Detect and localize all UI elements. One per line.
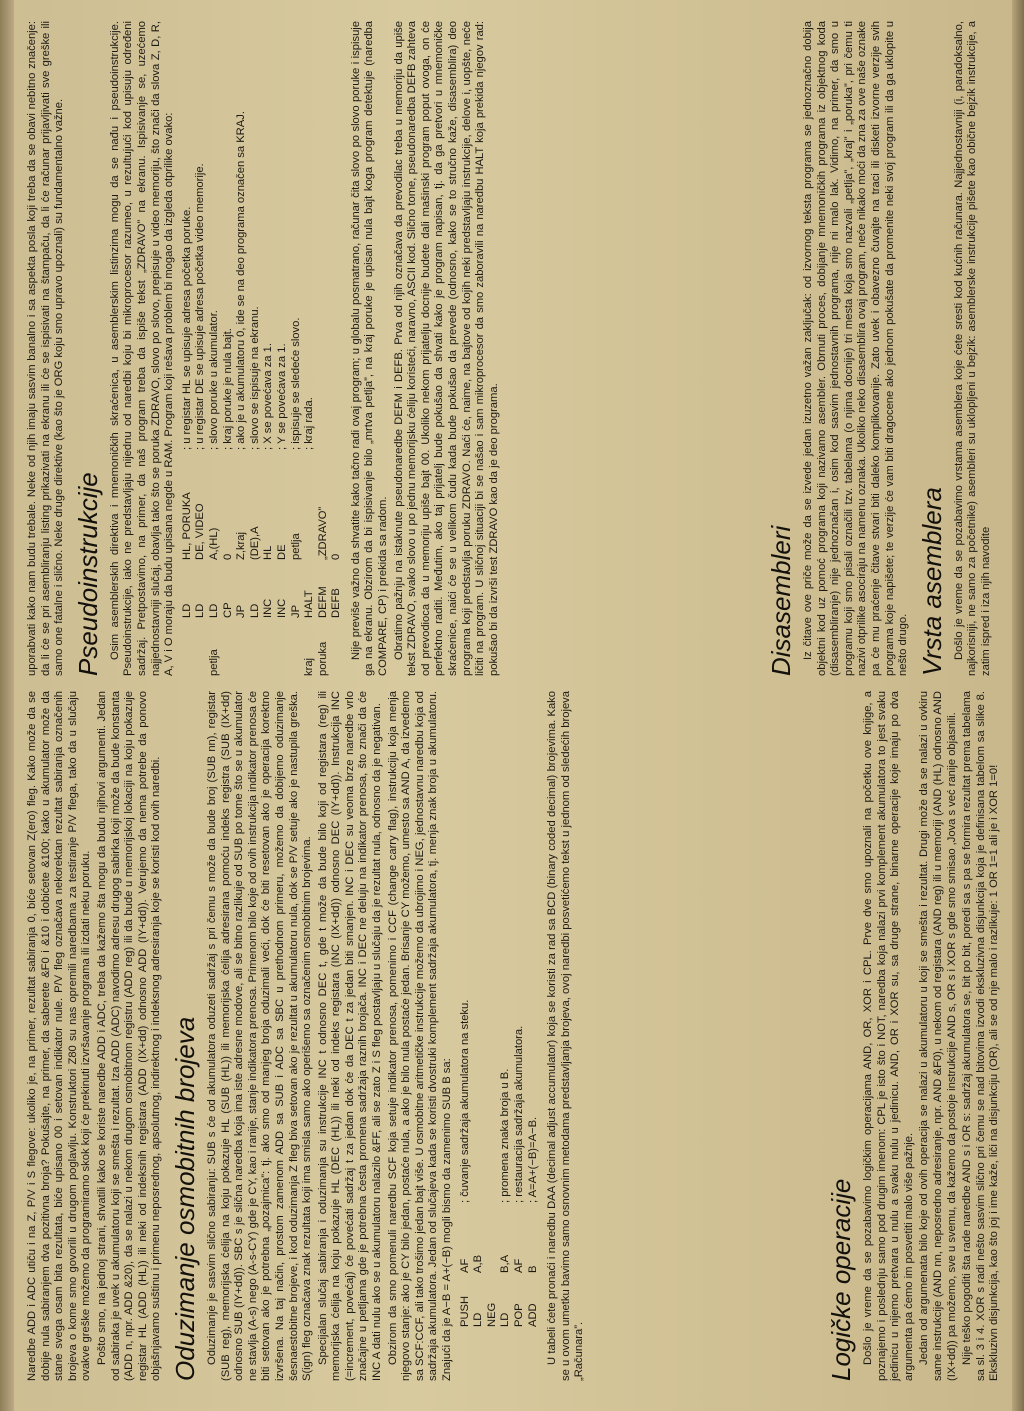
code-listing-neg — [459, 691, 541, 1381]
code-line: LD B,A ; promena znaka broja u B. — [499, 1068, 512, 1327]
column-arithmetic — [26, 691, 589, 1381]
code-line: ADD B ; A=A+(−B)=A−B. — [526, 1116, 539, 1327]
code-line: INC HL ; X se povećava za 1. — [262, 343, 275, 618]
sec5-paragraph-1: Došlo je vreme da se pozabavimo vrstama asemblera koje ćete sresti kod kućnih računara. Najjednostavniji (i, paradoksalno, najkorisniji, ne samo za početnike) asembleri su ukloplјeni u bejzik: asemblerske instrukcije pišete kao obične bejzik instrukcije, a zatim ispred i iza njih navodite — [952, 21, 992, 676]
code-listing-zdravo — [181, 21, 344, 676]
code-line: LD A,B — [472, 1254, 485, 1327]
column-pseudo — [26, 21, 503, 676]
code-line: LD DE, VIDEO ; u registar DE se upisuje adresa početka video memorije. — [194, 163, 207, 618]
section-title-pseudoinstrukcije: Pseudoinstrukcije — [72, 472, 103, 676]
sec3-paragraph-1: Osim asemblerskih direktiva i mnemoničkih skraćenica, u asemblerskim listinzima mogu da se nađu i pseudoinstrukcije. Pseudoinstrukcije, iako ne predstavljaju nijednu od naredbi koju bi mikroprocesor razumeo, u rezultujući kod upisuju određeni sadržaj. Pretpostavimo, na primer, da naš program treba da ispiše tekst „ZDRAVO” na ekranu. Ispisivanje se, uzećemo najjednostavniji slučaj, obavlja tako što se poruka ZDRAVO, slovo po slovo, prepisuje u video memoriju, što znači da slova Z, D, R, A, V i O moraju da budu upisana negde u RAM. Program koji rešava problem bi mogao da izgleda otprilike ovako: — [108, 21, 176, 676]
section-title-vrsta-asemblera: Vrsta asemblera — [916, 487, 947, 676]
code-line: POP AF ; restauracija sadržaja akumulatora. — [513, 1025, 525, 1327]
intro-paragraph-1: Naredbe ADD i ADC utiču i na Z, P/V i S flegove: ukoliko je, na primer, rezultat sabiranja 0, biće setovan Z(ero) fleg. Kako može da se dobije nula sabiranjem dva pozitivna broja? Pokušajte, na primer, da saberete &F0 i &10 i dobićete &100; kako u akumulator može da stane svega osam bita rezultata, biće upisano 00 i setovan indikator nule. P/V fleg označava nekorektan rezultat sabiranja označenih brojeva o kome smo govorili u drugom poglavlju. Konstruktori Z80 su nas opremili naredbama za testiranje P/V flega, tako da u slučaju ovakve greške možemo da programiramo skok koji će prekinuti izvršavanje programa ili izdati neku poruku. — [26, 691, 93, 1381]
section-title-disasembleri: Disasembleri — [766, 525, 796, 676]
code-line: poruka DEFM „ZDRAVO” — [316, 506, 329, 676]
sec1-paragraph-2: Specijalan slučaj sabiranja i oduzimanja su instrukcije INC t odnosno DEC t, gde t može da bude bilo koji od registara (reg) ili memorijska ćelija na koju pokazuje HL (DEC (HL)) ili neki od indeks registara (INC (IX+dd)) odnosno DEC (IY+dd)). Instrukcija INC (=increment, povećaj) će povećati sadržaj t za jedan dok će da DEC t za jedan biti smanjen. INC i DEC su veoma brze naredbe vrlo značajne u petljama gde je potrebna česta promena sadržaja raznih brojača. INC i DEC ne deluju na indikator prenosa, što znači da će INC A dati nulu ako se u akumulatoru nalazilo &FF, ali se zato Z i S fleg postavljaju u slučaju da je rezultat nula, odnosno da je negativan. — [316, 691, 384, 1381]
sec2-paragraph-2: Jedan od argumenata bilo koje od ovih operacija se nalazi u akumulatoru u koji se smešta i rezultat. Drugi može da se nalazi u ovkiru same instrukcije (AND nn, neposredno adresiranje, npr. AND &F0), u nekom od registara (AND reg) ili u memoriji (AND (HL) odnosno AND (IX+dd)) pa možemo, sve u svemu, da kažemo da postoje instrukcije AND s, OR s i XOR s gde smo smisao ,Jova s već ranije objasnili. — [918, 691, 958, 1381]
column-logic — [820, 691, 1004, 1381]
after-code-paragraph-1: Nije previše važno da shvatite kako tačno radi ovaj program; u globalu posmatrano, računar čita slovo po slovo poruke i ispisuje ga na ekranu. Obzirom da bi ispisivanje bilo „mrtva petlja”, na kraj poruke je upisan nula bajt koga program detektuje (naredba COMPARE, CP) i prekida sa radom. — [349, 21, 390, 676]
code-line: JP petlja ; ispisuje se sledeće slovo. — [289, 317, 302, 618]
code-line: PUSH AF ; čuvanje sadržaja akumulatora na steku. — [458, 999, 471, 1327]
code-line: LD (DE),A ; slovo se ispisuje na ekranu. — [248, 306, 261, 618]
column-disassemblers — [760, 21, 996, 676]
daa-paragraph: U tabeli ćete pronaći i naredbu DAA (decimal adjust accumulator) koja se koristi za rad sa BCD (binary coded decimal) brojevima. Kako se u ovom umetku bavimo samo osnovnim metodama predstavljanja brojeva, ovoj naredbi posvetićemo tekst u jednom od sledećih brojeva „Računara”. — [546, 691, 586, 1381]
code-line: petlja LD A,(HL) ; slovo poruke u akumulator. — [207, 310, 220, 676]
sec2-paragraph-1: Došlo je vreme da se pozabavimo logičkim operacijama AND, OR, XOR i CPL. Prve dve smo upoznali na početku ove knjige, a poznajemo i poslednju samo pod drugim imenom: CPL je isto što i NOT, naredba koja nalazi prvi komplement akumulatora to jest svaku jedinicu u nijemo pretvara u nulu a svaku nulu u jedinicu. AND, OR i XOR su, sa druge strane, binarne operacije koje imaju po dva argumenta pa ćemo im posvetiti malo više pažnje. — [862, 691, 915, 1381]
sec1-paragraph-1: Oduzimanje je sasvim slično sabiranju: SUB s će od akumulatora oduzeti sadržaj s pri čemu s može da bude broj (SUB nn), registar (SUB reg), memorijska ćelija na koju pokazuje HL (SUB (HL)) ili memorijska ćelija adresirana pomoću indeks registra (SUB (IX+dd) odnosno SUB (IY+dd)). SBC s je slična naredba koja ima iste adresne modove, ali se bitno razlikuje od SUB po tome što se u akumulator ne stavlja (A-s) nego (A-s-CY) gde je CY, kao i ranije, stanje indikatora prenosa. Primenom bilo koje od ovih instrukcija indikator prenosa će biti setovan ako je potrebna „pozajmica”: tj. ako smo od manjeg broja oduzimali veći, dok će biti resetovan ako je operacija korektno izvršena. Na taj način, prostom zamenom ADD sa SUB i ADC sa SBC u prethodnom primeru, možemo da dobijemo oduzimanje šesnaestobitne brojeve, i kod oduzimanja Z fleg biva setovan ako je rezultat u akumulatoru nula, dok se P/V setuje ako je nastupila greška. S(ign) fleg označava znak rezultata koji ima smisla samo ako operišemo sa označenim osmobitnim brojevima. — [205, 691, 314, 1381]
after-code-paragraph-2: Obratimo pažnju na istaknute pseudonaredbe DEFM i DEFB. Prva od njih označava da prevodilac treba u memoriju da upiše tekst ZDRAVO, svako slovo u po jednu memorijsku ćeliju koristeći, naravno, ASCII kod. Slično tome, pseudonaredba DEFB zahteva od prevodioca da u memoriju upiše bajt 00. Ukoliko nekom prijatelju docnije budete dali mašinski program poput ovoga, on će perfektno raditi. Međutim, ako taj prijatelj bude pokušao da shvati kako je program napisan, tj. da ga pretvori u mnemoničke skraćenice, naići će se u velikom čudu kada bude pokušao da prevede (odnosno, kako se to stručno kaže, disasemblira) deo programa koji predstavlja poruku ZDRAVO. Naći će, naime, na bajtove od kojih neki predstavljaju instrukcije, delove i, uopšte, neće ličiti na program. U sličnoj situaciji bi se našao i sam mikroprocesor da smo zaboravili na naredbu HALT koja prekida njegov rad: pokušao bi da izvrši test ZDRAVO kao da je deo programa. — [392, 21, 500, 676]
section-title-logicke: Logičke operacije — [826, 1178, 856, 1381]
code-line: CP 0 ; kraj poruke je nula bajt. — [221, 328, 234, 618]
code-line: JP Z,kraj ; ako je u akumulatoru 0, ide se na deo programa označen sa KRAJ. — [235, 111, 248, 618]
sec4-paragraph-1: Iz čitave ove priče može da se izvede jedan izuzetno važan zaključak: od izvornog teksta programa se jednoznačno dobija objektni kod uz pomoć programa koji nazivamo asembler. Obrnuti proces, dobijanje mnemoničkih programa iz objektnog koda (disasembliranje) nije jednoznačan i, osim kod sasvim jednostavnih programa, nije ni malo lak. Vidimo, na primer, da smo u programu koji smo pisali označili tzv. tabelama (o njima docnije) tri mesta koja smo nazvali „petlja”, „kraj” i „poruka”, pri čemu ti nazivi otprilike asociraju na namenu oznaka. Ukoliko neko disasemblira ovaj program, neće nikako moći da zna za ove naše oznake pa će mu praćenje čitave stvari biti daleko komplikovanije. Zato uvek i obavezno čuvajte na traci ili disketi izvorne verzije svih programa koje napišete; te verzije će vam biti dragocene ako jednom pokušate da promenite neki svoj program ili da ga uklopite u nešto drugo. — [802, 21, 910, 676]
sec1-paragraph-3: Obzirom da smo pomenuli naredbu SCF koja setuje indikator prenosa, pomenimo i CCF (change carry flag), instrukciju koja menja njegovo stanje: ako je CY bilo jedan, postaće nula, a ako je bilo nula postaće jedan. Brisanje CY možemo, umesto sa AND A, da izvedemo sa SCF:CCF, ali tako trošimo jedan bajt više. U osmobitne aritmetičke instrukcije možemo da ubrojimo i NEG, jednostavnu naredbu koja od sadržaja akumulatora. Jedan od slučajeva kada se koristi dvostruki komplement sadržaja akumulatora, tj. menja znak broja u akumulatoru. Znajući da je A−B = A+(−B) mogli bismo da zamenimo SUB B sa: — [386, 691, 454, 1381]
intro-paragraph-2: Pošto smo, na jednoj strani, shvatili kako se koriste naredbe ADD i ADC, treba da kažemo šta mogu da budu njihovi argumenti. Jedan od sabiraka je uvek u akumulatoru koji se smešta i rezultat. Iza ADD (ADC) navodimo adresu drugog sabirka koji može da bude konstanta (ADD n, npr. ADD &20), da se nalazi u nekom drugom osmobitnom registru (ADD reg) ili da bude u memorijskoj lokaciji na koju pokazuje registar HL (ADD (HL)) ili neki od indeksnih registara (ADD (IX+dd) odnosno ADD (IY+dd)). Verujemo da nema potrebe da ponovo objašnjavamo suštinu i primenu neposrednog, apsolutnog, indirektnog i indeksnog adresiranja koje se koristi kod ovih naredbi. — [95, 691, 163, 1381]
sec2-paragraph-3: Nije teško pogoditi šta rade naredbe AND s i OR s: sadržaj akumulatora se, bit po bit, poredi sa s pa se formira rezultat prema tabelama sa sl. 3 i 4. XOR s radi nešto sasvim slično pri čemu se nad bitovima izvodi ekskluzivna disjunkcija koja je definisana tabelom sa slike 8. Ekskluzivn disjunkcija, kao što joj i ime kaže, liči na disjunkciju (OR), ali se od nje malo i razlikuje: 1 OR 1=1 ali je i XOR 1=0! — [961, 691, 1001, 1381]
code-line: LD HL, PORUKA ; u registar HL se upisuje adresa početka poruke. — [180, 206, 193, 618]
code-line: NEG — [485, 1302, 498, 1327]
section-title-oduzimanje: Oduzimanje osmobitnih brojeva — [169, 1016, 200, 1381]
code-line: INC DE ; Y se povećava za 1. — [275, 343, 288, 618]
code-line: kraj HALT ; kraj rada. — [303, 397, 316, 676]
directives-paragraph: uporabvati kako nam budu trebale. Neke od njih imaju sasvim banalno i sa aspekta posla koji treba da se obavi nebitno značenje: da li će se pri asembliranju listing prikazivati na ekranu ili će se ispisivati na štampaču, da li će računar prijavljivati sve greške ili samo one fatalne i slično. Neke druge direktive (kao što je ORG koju smo upravo upoznali) su fundamentalno važne. — [26, 21, 66, 676]
code-line: DEFB 0 — [330, 553, 343, 618]
